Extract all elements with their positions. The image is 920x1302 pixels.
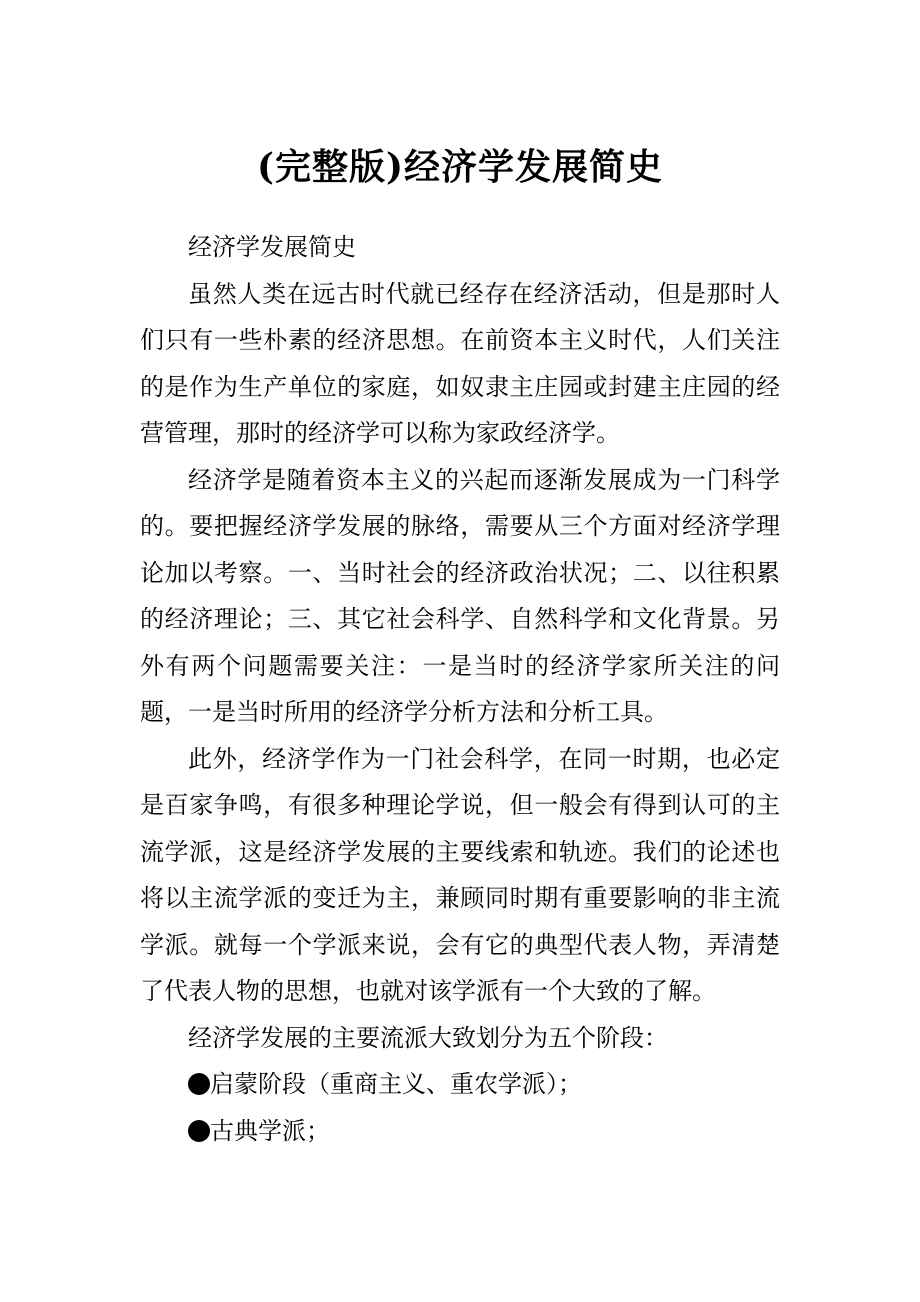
document-body <box>140 224 780 1154</box>
bullet-dot-icon <box>188 1073 210 1095</box>
paragraph-intro: 虽然人类在远古时代就已经存在经济活动，但是那时人们只有一些朴素的经济思想。在前资本主义时代，人们关注的是作为生产单位的家庭，如奴隶主庄园或封建主庄园的经营管理，那时的经济学可以称为家政经济学。 <box>140 279 780 447</box>
bullet-text: 启蒙阶段（重商主义、重农学派）； <box>210 1070 582 1098</box>
paragraph-stages-intro: 经济学发展的主要流派大致划分为五个阶段： <box>188 1023 668 1052</box>
paragraph-schools: 此外，经济学作为一门社会科学，在同一时期，也必定是百家争鸣，有很多种理论学说，但一般会有得到认可的主流学派，这是经济学发展的主要线索和轨迹。我们的论述也将以主流学派的变迁为主，兼顾同时期有重要影响的非主流学派。就每一个学派来说，会有它的典型代表人物，弄清楚了代表人物的思想，也就对该学派有一个大致的了解。 <box>140 744 780 1005</box>
bullet-dot-icon <box>188 1120 210 1142</box>
bullet-text: 古典学派； <box>210 1116 330 1145</box>
bullet-item <box>140 1061 780 1108</box>
section-subtitle: 经济学发展简史 <box>188 233 356 261</box>
document-title: (完整版)经济学发展简史 <box>256 146 664 188</box>
paragraph-rise-of-economics: 经济学是随着资本主义的兴起而逐渐发展成为一门科学的。要把握经济学发展的脉络，需要从三个方面对经济学理论加以考察。一、当时社会的经济政治状况；二、以往积累的经济理论；三、其它社会科学、自然科学和文化背景。另外有两个问题需要关注：一是当时的经济学家所关注的问题，一是当时所用的经济学分析方法和分析工具。 <box>140 465 780 726</box>
bullet-item <box>140 1108 780 1155</box>
